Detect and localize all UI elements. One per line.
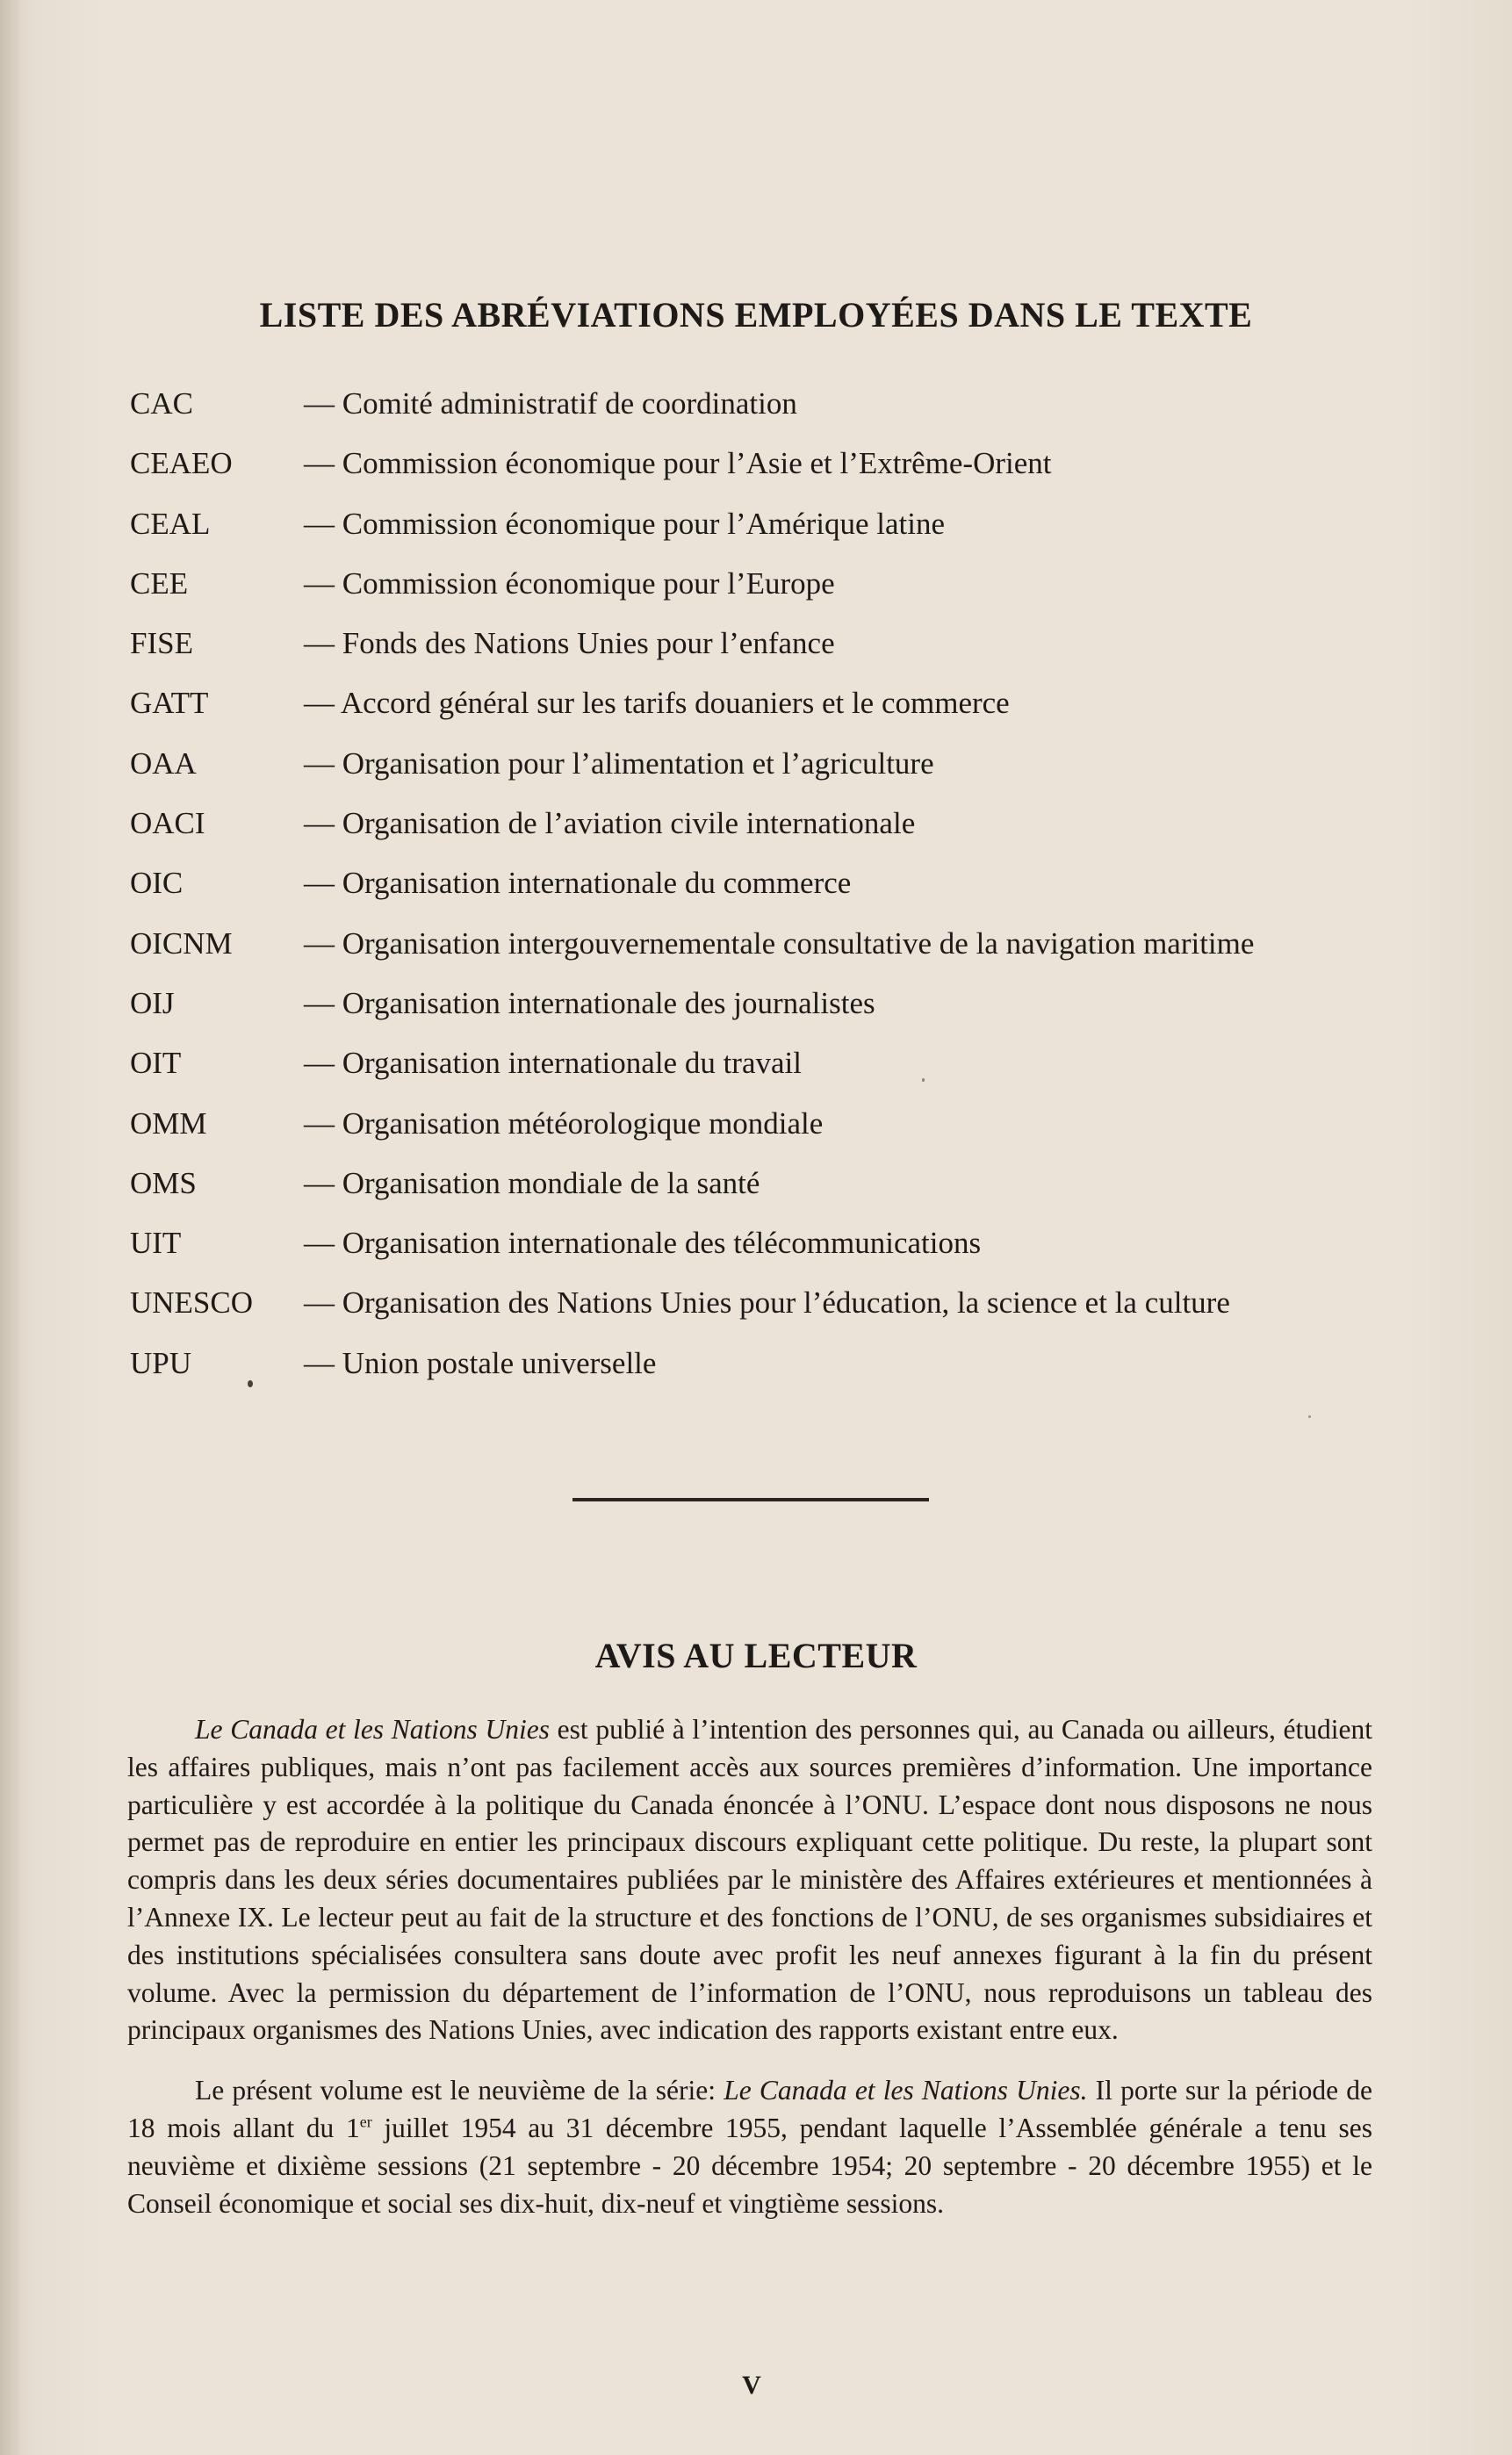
abbreviation-definition: — Union postale universelle xyxy=(304,1345,657,1380)
notice-paragraph-2-rest: juillet 1954 au 31 décembre 1955, pendant laquelle l’Assemblée générale a tenu ses neuvième et dixième sessions (21 septembre - 20 décembre 1954; 20 septembre - 20 décembre 1955) et le Conseil économique et social ses dix-huit, dix-neuf et vingtième sessions. xyxy=(127,2112,1372,2219)
abbreviations-title: LISTE DES ABRÉVIATIONS EMPLOYÉES DANS LE TEXTE xyxy=(259,295,1253,335)
abbreviation-definition: — Organisation internationale du travail xyxy=(304,1046,802,1081)
abbreviation-code: FISE xyxy=(130,626,193,661)
abbreviation-definition: — Organisation mondiale de la santé xyxy=(304,1165,760,1200)
notice-paragraph-2 xyxy=(127,2072,1372,2222)
ordinal-superscript: er xyxy=(359,2113,372,2131)
abbreviation-row xyxy=(130,799,1394,859)
abbreviation-code: UPU xyxy=(130,1345,192,1380)
abbreviation-row xyxy=(130,859,1394,918)
abbreviation-row xyxy=(130,979,1394,1039)
abbreviation-row xyxy=(130,919,1394,979)
notice-body xyxy=(127,1711,1372,2245)
page-number: V xyxy=(742,2371,761,2400)
abbreviation-definition: — Commission économique pour l’Europe xyxy=(304,565,835,601)
abbreviation-definition: — Fonds des Nations Unies pour l’enfance xyxy=(304,626,835,661)
notice-paragraph-2-lead: Le présent volume est le neuvième de la série: xyxy=(195,2075,724,2106)
abbreviation-code: OACI xyxy=(130,806,205,841)
abbreviation-code: UNESCO xyxy=(130,1285,254,1321)
abbreviation-row xyxy=(130,1339,1394,1399)
abbreviation-definition: — Organisation pour l’alimentation et l’agriculture xyxy=(304,745,934,781)
abbreviation-row xyxy=(130,739,1394,799)
abbreviation-code: CEAEO xyxy=(130,446,233,481)
abbreviation-row xyxy=(130,1099,1394,1159)
abbreviation-definition: — Organisation internationale des journalistes xyxy=(304,985,875,1020)
paper-speck xyxy=(248,1380,253,1387)
abbreviation-definition: — Accord général sur les tarifs douaniers et le commerce xyxy=(304,686,1010,721)
abbreviation-row xyxy=(130,559,1394,619)
paper-speck xyxy=(922,1078,925,1082)
abbreviation-row xyxy=(130,439,1394,499)
abbreviation-row xyxy=(130,1039,1394,1098)
abbreviation-row xyxy=(130,679,1394,738)
abbreviation-definition: — Organisation des Nations Unies pour l’éducation, la science et la culture xyxy=(304,1285,1230,1321)
notice-paragraph-2-mid: Il porte sur la période de 18 mois allant du 1 xyxy=(127,2075,1372,2143)
abbreviation-definition: — Commission économique pour l’Amérique latine xyxy=(304,506,946,541)
abbreviation-code: CAC xyxy=(130,386,193,421)
abbreviation-code: CEE xyxy=(130,565,189,601)
abbreviation-code: GATT xyxy=(130,686,209,721)
abbreviation-code: OICNM xyxy=(130,925,233,961)
abbreviation-code: OMM xyxy=(130,1105,207,1141)
abbreviation-code: OMS xyxy=(130,1165,197,1200)
notice-paragraph-1 xyxy=(127,1711,1372,2049)
abbreviation-definition: — Organisation internationale du commerce xyxy=(304,866,852,901)
abbreviation-definition: — Organisation de l’aviation civile internationale xyxy=(304,806,916,841)
series-title: Le Canada et les Nations Unies. xyxy=(724,2075,1088,2106)
abbreviation-code: OIJ xyxy=(130,985,175,1020)
paper-speck xyxy=(1308,1415,1311,1418)
abbreviation-definition: — Organisation internationale des télécommunications xyxy=(304,1226,982,1261)
abbreviation-code: OIC xyxy=(130,866,184,901)
abbreviation-definition: — Comité administratif de coordination xyxy=(304,386,797,421)
binding-gutter xyxy=(0,0,19,2455)
abbreviation-definition: — Organisation intergouvernementale consultative de la navigation maritime xyxy=(304,925,1255,961)
abbreviation-row xyxy=(130,379,1394,439)
abbreviation-code: OAA xyxy=(130,745,197,781)
abbreviation-row xyxy=(130,1159,1394,1219)
abbreviation-definition: — Commission économique pour l’Asie et l’Extrême-Orient xyxy=(304,446,1052,481)
abbreviations-list xyxy=(130,379,1394,1399)
abbreviation-row xyxy=(130,619,1394,679)
notice-paragraph-1-text: est publié à l’intention des personnes qui, au Canada ou ailleurs, étudient les affaires publiques, mais n’ont pas facilement accès aux sources premières d’information. Une importance particulière y est accordée à la politique du Canada énoncée à l’ONU. L’espace dont nous disposons ne nous permet pas de reproduire en entier les principaux discours expliquant cette politique. Du reste, la plupart sont compris dans les deux séries documentaires publiées par le ministère des Affaires extérieures et mentionnées à l’Annexe IX. Le lecteur peut au fait de la structure et des fonctions de l’ONU, de ses organismes subsidiaires et des institutions spécialisées consultera sans doute avec profit les neuf annexes figurant à la fin du présent volume. Avec la permission du département de l’information de l’ONU, nous reproduisons un tableau des principaux organismes des Nations Unies, avec indication des rapports existant entre eux. xyxy=(127,1714,1372,2046)
publication-title: Le Canada et les Nations Unies xyxy=(195,1714,550,1745)
abbreviation-definition: — Organisation météorologique mondiale xyxy=(304,1105,824,1141)
abbreviation-code: UIT xyxy=(130,1226,182,1261)
section-divider xyxy=(572,1498,929,1501)
abbreviation-row xyxy=(130,500,1394,559)
abbreviation-code: CEAL xyxy=(130,506,211,541)
abbreviation-code: OIT xyxy=(130,1046,182,1081)
abbreviation-row xyxy=(130,1278,1394,1338)
abbreviation-row xyxy=(130,1219,1394,1278)
notice-title: AVIS AU LECTEUR xyxy=(594,1636,918,1675)
